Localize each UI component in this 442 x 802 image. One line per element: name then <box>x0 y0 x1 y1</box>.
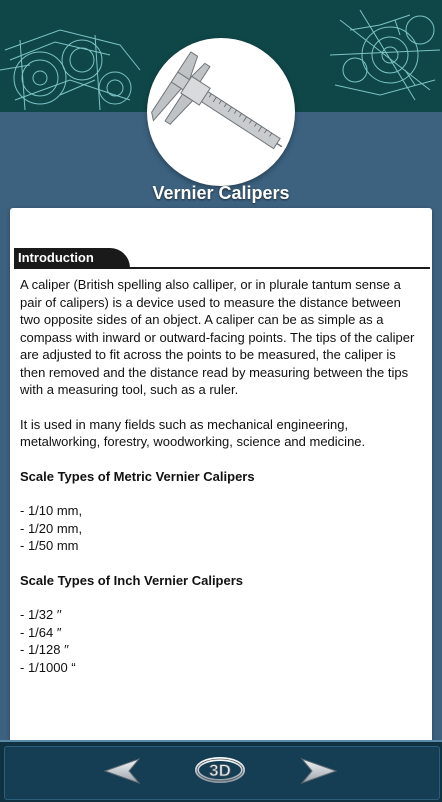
list-item: - 1/1000 “ <box>20 659 76 675</box>
caliper-logo <box>147 38 295 186</box>
section-divider <box>14 267 430 269</box>
list-item: - 1/10 mm, <box>20 503 83 518</box>
bottom-nav-bar <box>0 740 442 802</box>
arrow-left-icon[interactable] <box>103 758 141 784</box>
section-heading: Introduction <box>14 248 130 268</box>
vernier-caliper-icon <box>147 38 295 186</box>
page-title: Vernier Calipers <box>152 183 290 203</box>
arrow-right-icon[interactable] <box>300 758 338 784</box>
list-item: - 1/64 ″ <box>20 624 62 640</box>
usage-paragraph: It is used in many fields such as mechanical engineering, metalworking, forestry, woodworking, science and medicine. <box>20 416 366 449</box>
list-item: - 1/128 ′′ <box>20 642 69 657</box>
list-item: - 1/32 ′′ <box>20 607 62 622</box>
metric-heading: Scale Types of Metric Vernier Calipers <box>20 468 255 484</box>
gear-machinery-art <box>0 0 150 112</box>
inch-list <box>20 606 422 676</box>
article-body <box>20 276 422 693</box>
engine-art <box>320 0 442 112</box>
metric-list <box>20 502 422 555</box>
section-header <box>14 248 432 268</box>
list-item: - 1/20 mm, <box>20 520 83 536</box>
content-card <box>10 208 432 748</box>
list-item: - 1/50 mm <box>20 538 79 553</box>
inch-heading: Scale Types of Inch Vernier Calipers <box>20 572 244 588</box>
intro-paragraph: A caliper (British spelling also calliper, or in plurale tantum sense a pair of calipers) is a device used to measure the distance between two opposite sides of an object. A caliper can be as simple as a compass with inward or outward-facing points. The tips of the caliper are adjusted to fit across the points to be measured, the caliper is then removed and the distance read by measuring between the tips with a measuring tool, such as a ruler. <box>20 277 415 397</box>
3d-view-button[interactable] <box>194 752 246 788</box>
3d-label: 3D <box>209 761 231 780</box>
